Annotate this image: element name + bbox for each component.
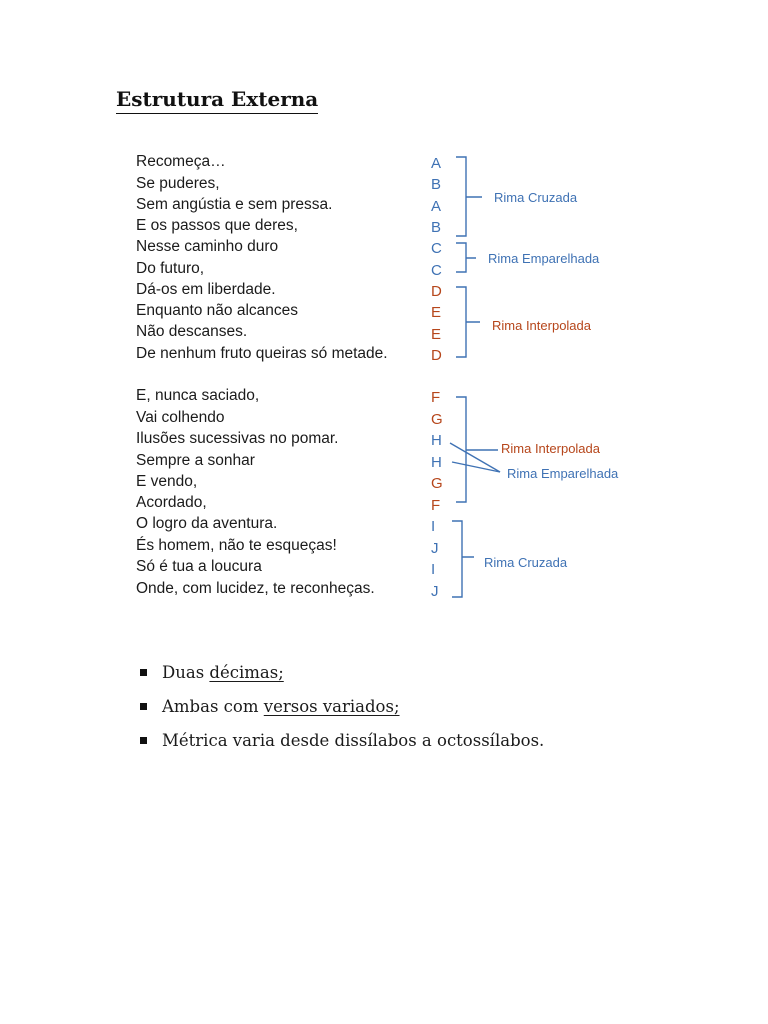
square-bullet-icon <box>140 703 147 710</box>
annotation-rima-emparelhada: Rima Emparelhada <box>488 251 600 266</box>
rhyme-letter: C <box>431 262 442 279</box>
verse-line: Sempre a sonhar <box>136 452 255 469</box>
list-item <box>135 728 544 762</box>
note-text: Duas <box>162 663 210 682</box>
verse-line: Do futuro, <box>136 260 205 277</box>
rhyme-letter: B <box>431 176 442 193</box>
verse-line: E vendo, <box>136 473 198 490</box>
rhyme-letter: G <box>431 475 443 492</box>
notes-list <box>135 660 544 762</box>
rhyme-letter: D <box>431 283 442 300</box>
rhyme-letter: E <box>431 326 442 343</box>
note-underlined: décimas; <box>209 663 284 682</box>
verse-line: Onde, com lucidez, te reconheças. <box>136 580 375 597</box>
rhyme-letter: B <box>431 219 442 236</box>
verse-line: És homem, não te esqueças! <box>136 537 337 554</box>
verse-line: Nesse caminho duro <box>136 238 279 255</box>
bracket-interpolada-1 <box>456 287 480 357</box>
annotation-rima-interpolada: Rima Interpolada <box>492 318 591 333</box>
list-item <box>135 694 544 728</box>
verse-line: O logro da aventura. <box>136 515 278 532</box>
page-title: Estrutura Externa <box>116 86 318 114</box>
rhyme-letter: I <box>431 518 436 535</box>
square-bullet-icon <box>140 669 147 676</box>
square-bullet-icon <box>140 737 147 744</box>
note-text: Ambas com <box>162 697 264 716</box>
annotation-rima-interpolada: Rima Interpolada <box>501 441 600 456</box>
verse-line: Acordado, <box>136 494 207 511</box>
connector-emparelhada-a <box>450 443 500 472</box>
verse-line: Dá-os em liberdade. <box>136 281 276 298</box>
verse-line: Não descanses. <box>136 323 248 340</box>
verse-line: Vai colhendo <box>136 409 225 426</box>
rhyme-letter: F <box>431 389 441 406</box>
rhyme-letter: J <box>431 540 439 557</box>
rhyme-letter: H <box>431 454 442 471</box>
verse-line: Só é tua a loucura <box>136 558 262 575</box>
list-item <box>135 660 544 694</box>
bracket-cruzada-2 <box>452 521 474 597</box>
rhyme-letter: E <box>431 304 442 321</box>
note-underlined: versos variados; <box>263 697 400 716</box>
bracket-emparelhada-1 <box>456 243 476 272</box>
verse-line: Enquanto não alcances <box>136 302 299 319</box>
annotation-rima-cruzada: Rima Cruzada <box>484 555 568 570</box>
rhyme-letter: I <box>431 561 436 578</box>
bracket-interpolada-2 <box>456 397 466 502</box>
verse-line: E, nunca saciado, <box>136 387 260 404</box>
rhyme-letter: D <box>431 347 442 364</box>
verse-line: Recomeça… <box>136 153 226 170</box>
verse-line: Se puderes, <box>136 175 220 192</box>
note-text: Métrica varia desde dissílabos a octossílabos. <box>162 731 545 750</box>
rhyme-letter: A <box>431 198 442 215</box>
rhyme-letter: H <box>431 432 442 449</box>
rhyme-letter: A <box>431 155 442 172</box>
annotation-rima-cruzada: Rima Cruzada <box>494 190 578 205</box>
rhyme-letter: G <box>431 411 443 428</box>
verse-line: Sem angústia e sem pressa. <box>136 196 333 213</box>
rhyme-letter: F <box>431 497 441 514</box>
verse-line: E os passos que deres, <box>136 217 298 234</box>
bracket-cruzada-1 <box>456 157 482 236</box>
verse-line: De nenhum fruto queiras só metade. <box>136 345 388 362</box>
rhyme-letter: J <box>431 583 439 600</box>
connector-emparelhada-b <box>452 462 500 472</box>
annotation-rima-emparelhada: Rima Emparelhada <box>507 466 619 481</box>
rhyme-letter: C <box>431 240 442 257</box>
verse-line: Ilusões sucessivas no pomar. <box>136 430 339 447</box>
